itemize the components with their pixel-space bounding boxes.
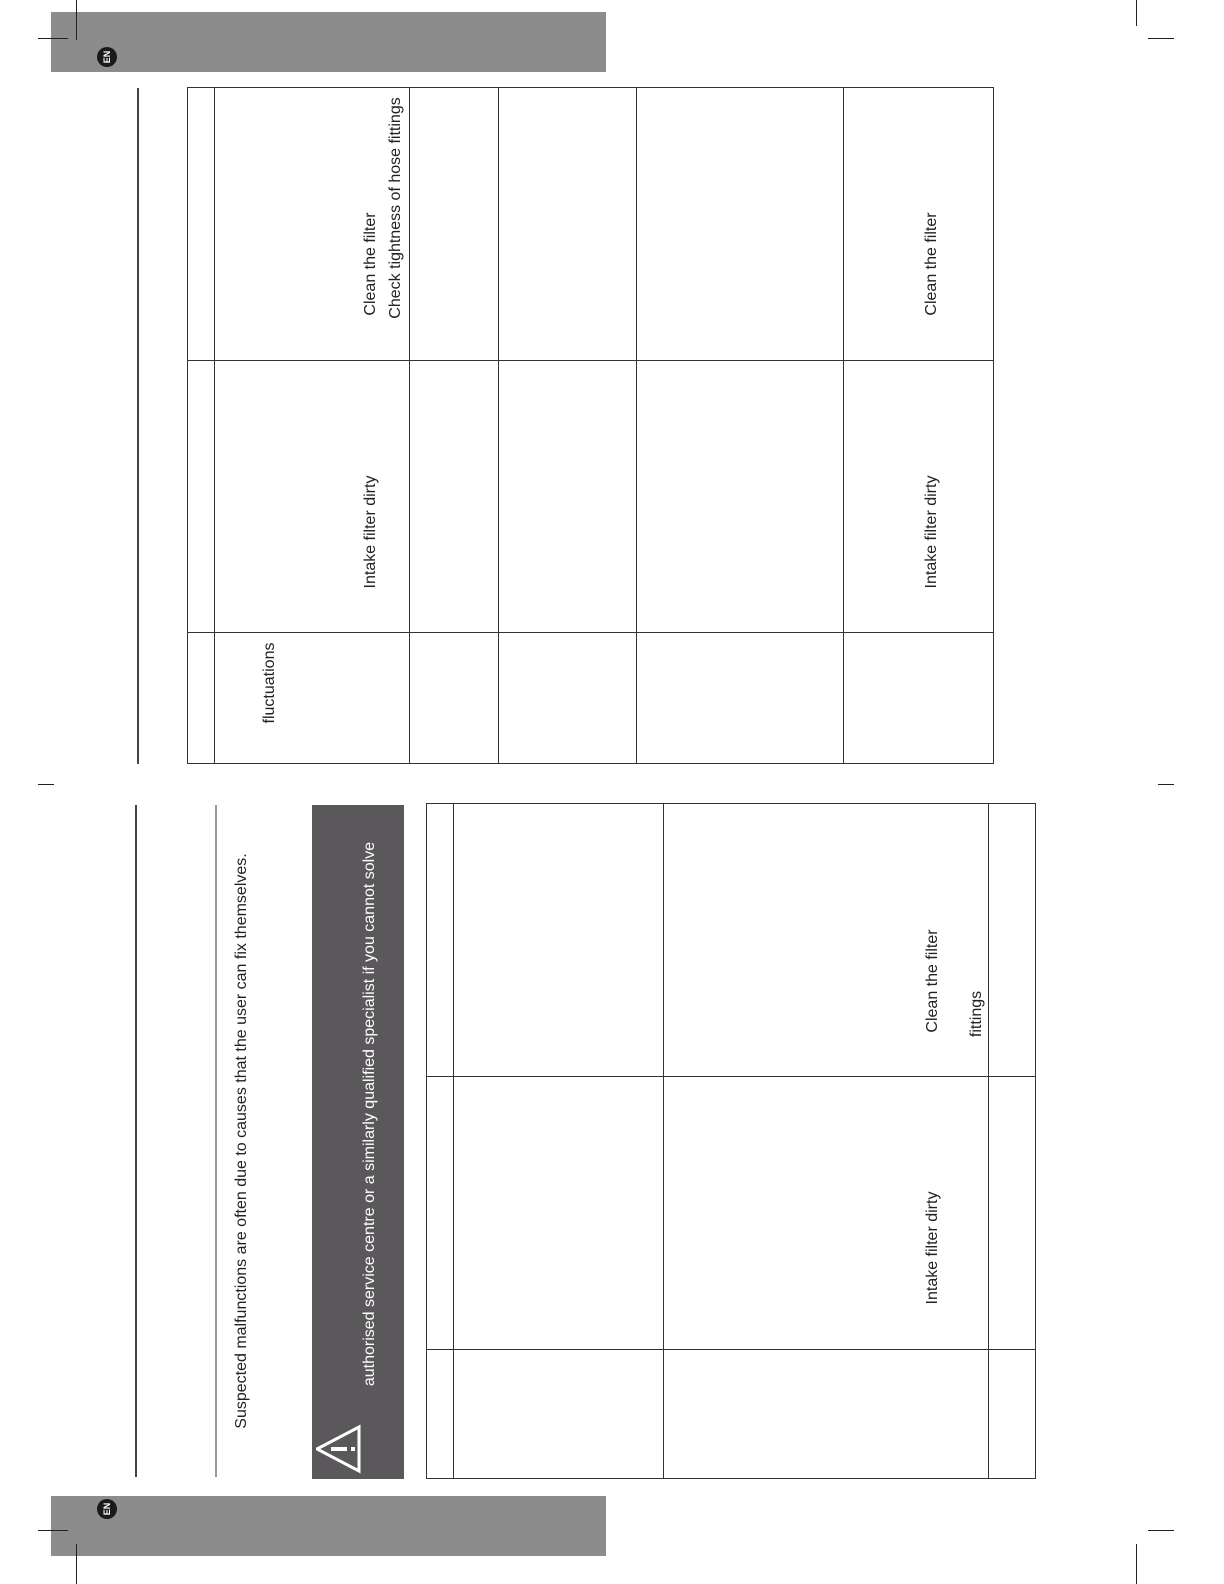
cause-cell: Intake filter dirty (924, 1191, 941, 1305)
crop-mark (1148, 38, 1174, 39)
crop-mark (76, 0, 77, 40)
warning-text: authorised service centre or a similarly qualified specialist if you cannot solve (361, 841, 378, 1387)
cause-cell: Intake filter dirty (362, 475, 379, 589)
crop-mark (76, 1544, 77, 1584)
header-band-bottom (51, 1496, 606, 1556)
column-rule (135, 805, 137, 1477)
troubleshooting-table-bottom (426, 803, 1036, 1479)
header-band-top (51, 12, 606, 72)
language-badge-top: EN (97, 47, 117, 67)
crop-mark (38, 784, 54, 785)
crop-mark (1148, 1530, 1174, 1531)
crop-mark (1136, 1544, 1137, 1584)
warning-triangle-icon (316, 1424, 362, 1474)
troubleshooting-table-top (187, 87, 994, 764)
column-rule (137, 88, 139, 764)
crop-mark (38, 38, 68, 39)
crop-mark (38, 1530, 68, 1531)
language-badge-bottom: EN (97, 1499, 117, 1519)
remedy-cell: Clean the filter (923, 212, 940, 316)
warning-box (312, 805, 404, 1479)
intro-rule (215, 805, 217, 1477)
remedy-cell: Check tightness of hose fittings (387, 97, 404, 319)
crop-mark (1158, 784, 1174, 785)
cause-cell: Intake filter dirty (923, 475, 940, 589)
remedy-cell: Clean the filter (924, 929, 941, 1033)
intro-text: Suspected malfunctions are often due to causes that the user can fix themselves. (233, 853, 250, 1429)
problem-cell: fluctuations (261, 642, 278, 724)
crop-mark (1136, 0, 1137, 26)
remedy-cell: fittings (968, 990, 985, 1038)
remedy-cell: Clean the filter (362, 212, 379, 316)
